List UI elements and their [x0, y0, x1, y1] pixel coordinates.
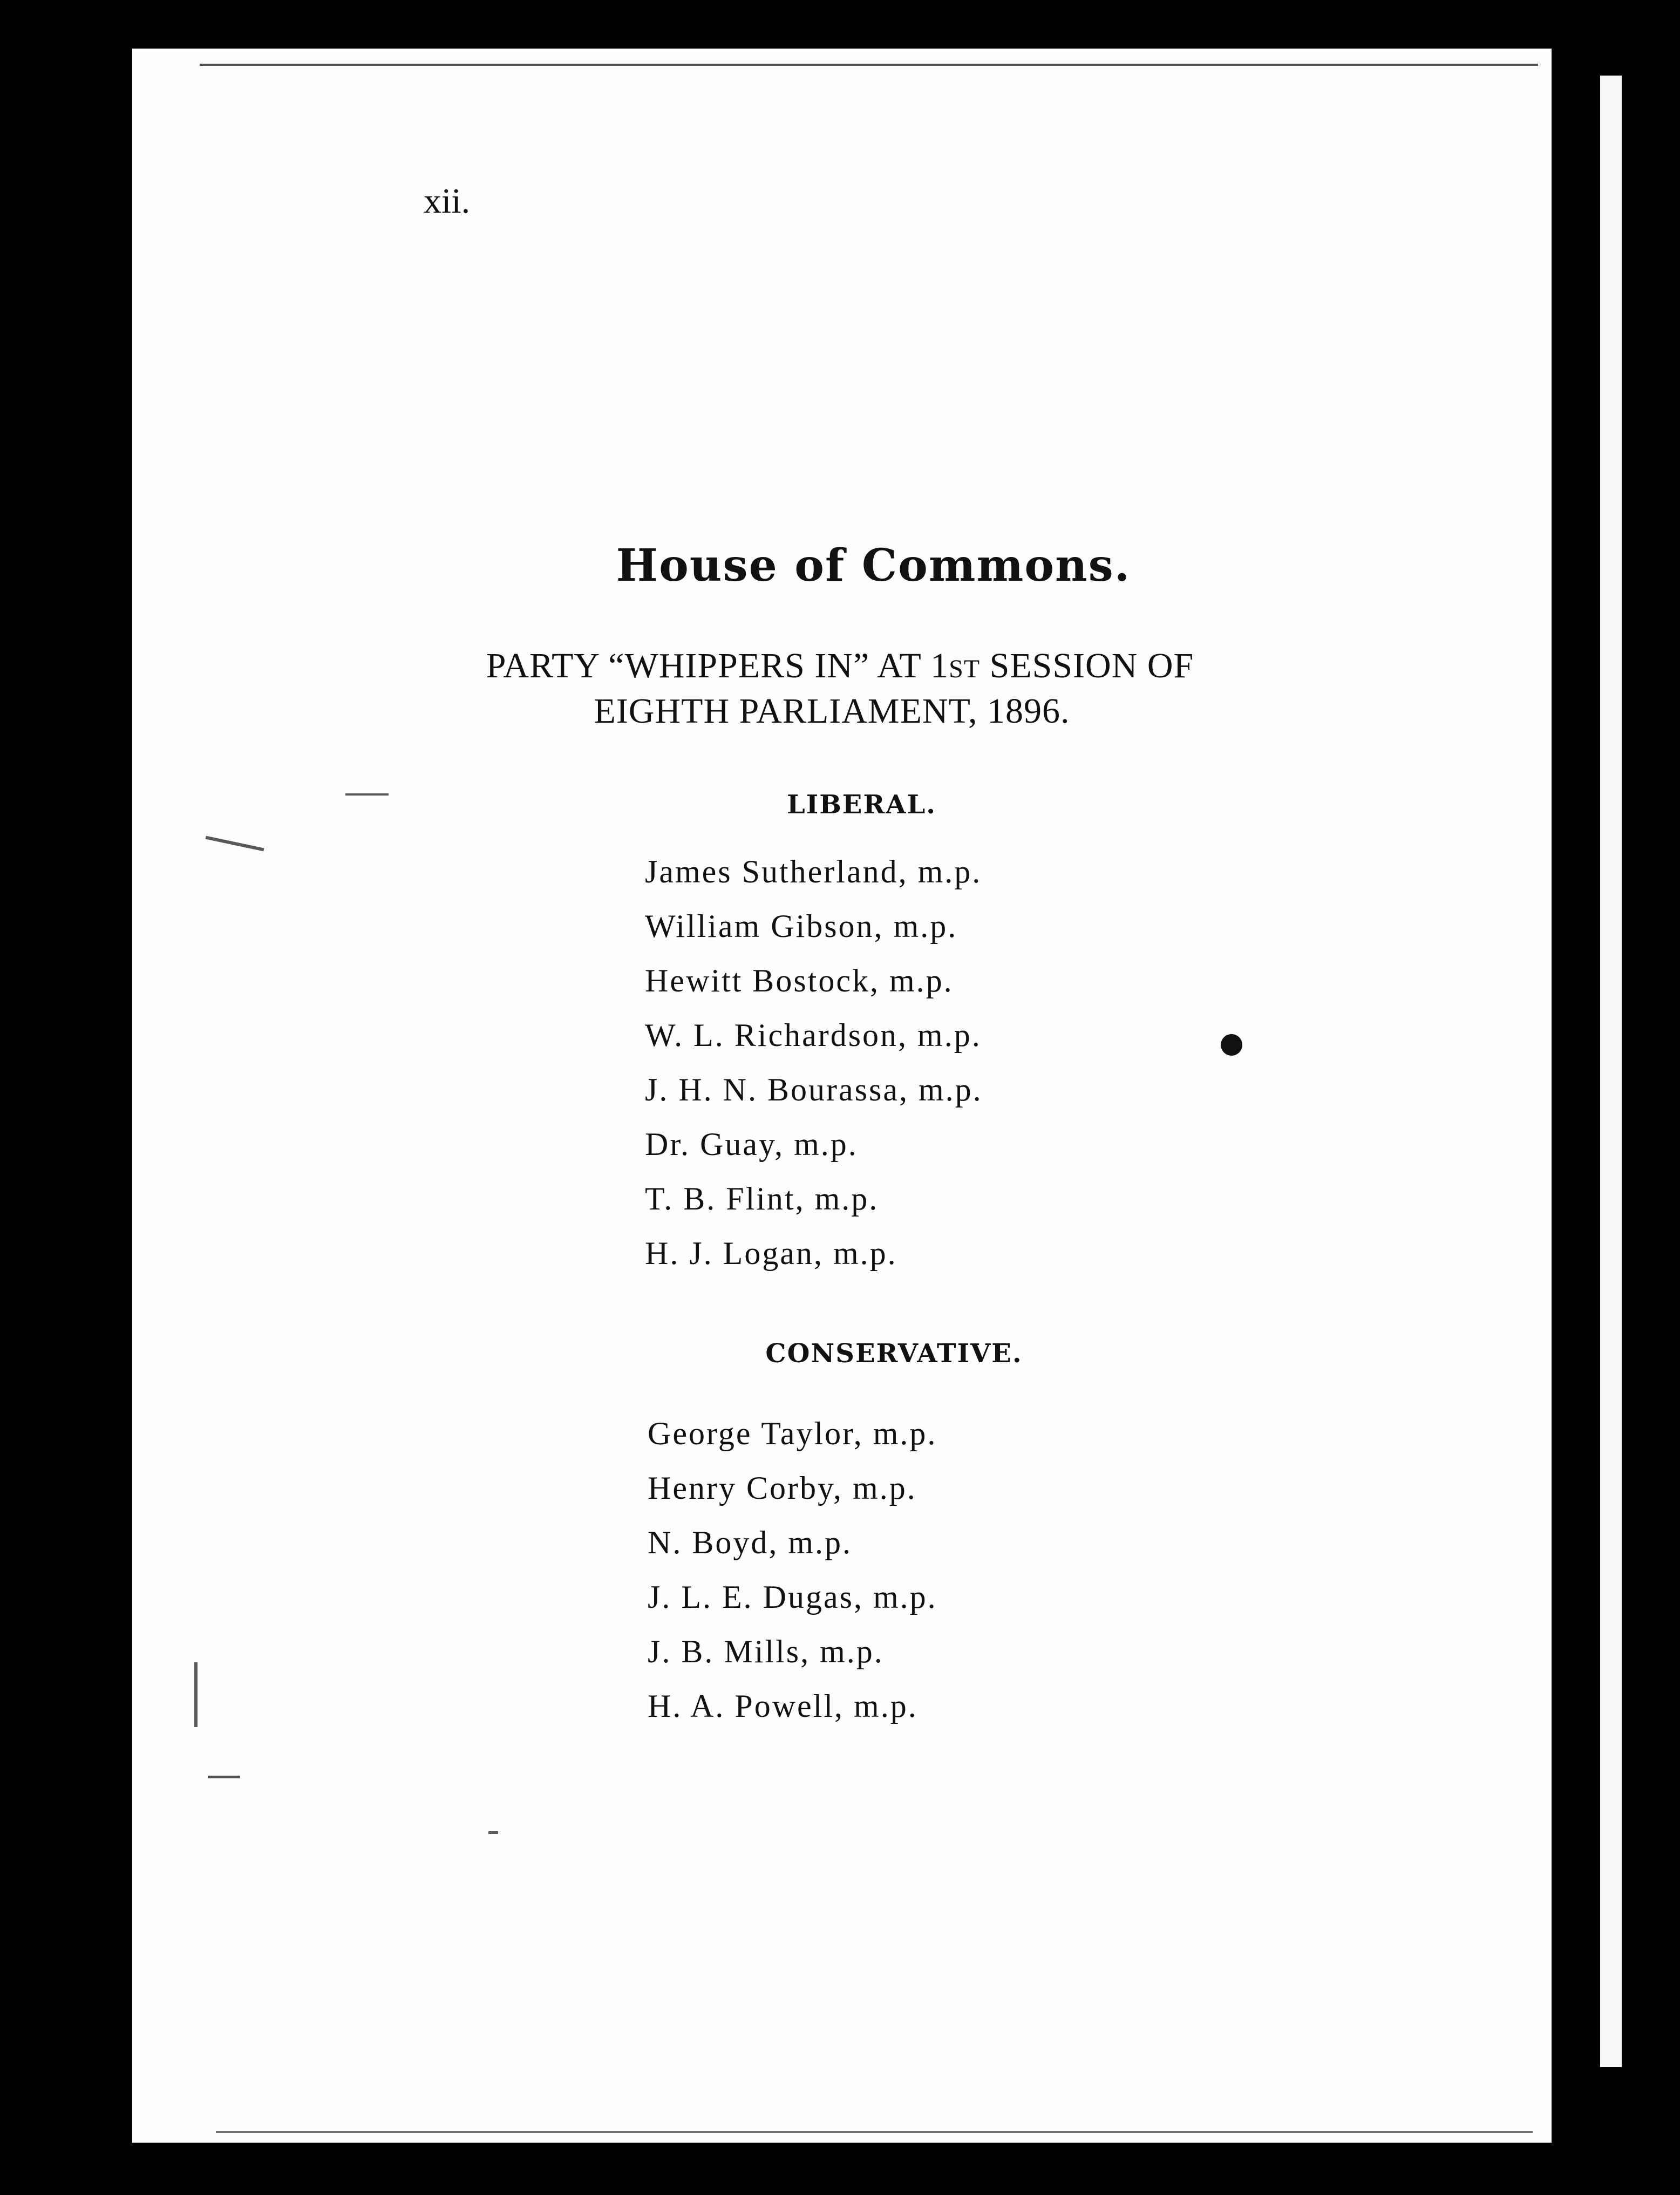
margin-mark: [208, 1776, 240, 1778]
list-item: N. Boyd, m.p.: [648, 1525, 853, 1560]
margin-mark: [194, 1662, 198, 1727]
bottom-edge-rule: [216, 2131, 1533, 2136]
heading-line-1-superscript: ST: [949, 655, 981, 683]
list-item: William Gibson, m.p.: [645, 908, 958, 944]
margin-mark: [345, 793, 389, 796]
list-item: J. B. Mills, m.p.: [648, 1634, 884, 1669]
document-title: House of Commons.: [616, 540, 1131, 592]
list-item: T. B. Flint, m.p.: [645, 1181, 879, 1217]
list-item: George Taylor, m.p.: [648, 1416, 937, 1451]
heading-line-1: [0, 643, 1680, 692]
page-spine-strip: [1600, 76, 1622, 2067]
conservative-section-title: CONSERVATIVE.: [765, 1338, 1023, 1369]
margin-mark: [488, 1831, 498, 1834]
list-item: H. J. Logan, m.p.: [645, 1235, 897, 1271]
list-item: Hewitt Bostock, m.p.: [645, 963, 954, 998]
list-item: Henry Corby, m.p.: [648, 1470, 917, 1506]
heading-line-2: EIGHTH PARLIAMENT, 1896.: [594, 691, 1070, 731]
ink-blot: [1221, 1034, 1242, 1056]
list-item: J. H. N. Bourassa, m.p.: [645, 1072, 983, 1107]
list-item: James Sutherland, m.p.: [645, 854, 982, 889]
heading-line-1-part-a: PARTY “WHIPPERS IN” AT 1: [486, 646, 949, 685]
liberal-whips-list: [645, 845, 983, 1281]
list-item: J. L. E. Dugas, m.p.: [648, 1579, 937, 1615]
list-item: H. A. Powell, m.p.: [648, 1688, 918, 1724]
list-item: Dr. Guay, m.p.: [645, 1126, 858, 1162]
page-number: xii.: [424, 181, 471, 221]
liberal-section-title: LIBERAL.: [787, 790, 936, 820]
list-item: W. L. Richardson, m.p.: [645, 1017, 982, 1053]
top-edge-rule: [200, 64, 1538, 71]
conservative-whips-list: [648, 1406, 937, 1734]
heading-line-1-part-b: SESSION OF: [980, 646, 1194, 685]
